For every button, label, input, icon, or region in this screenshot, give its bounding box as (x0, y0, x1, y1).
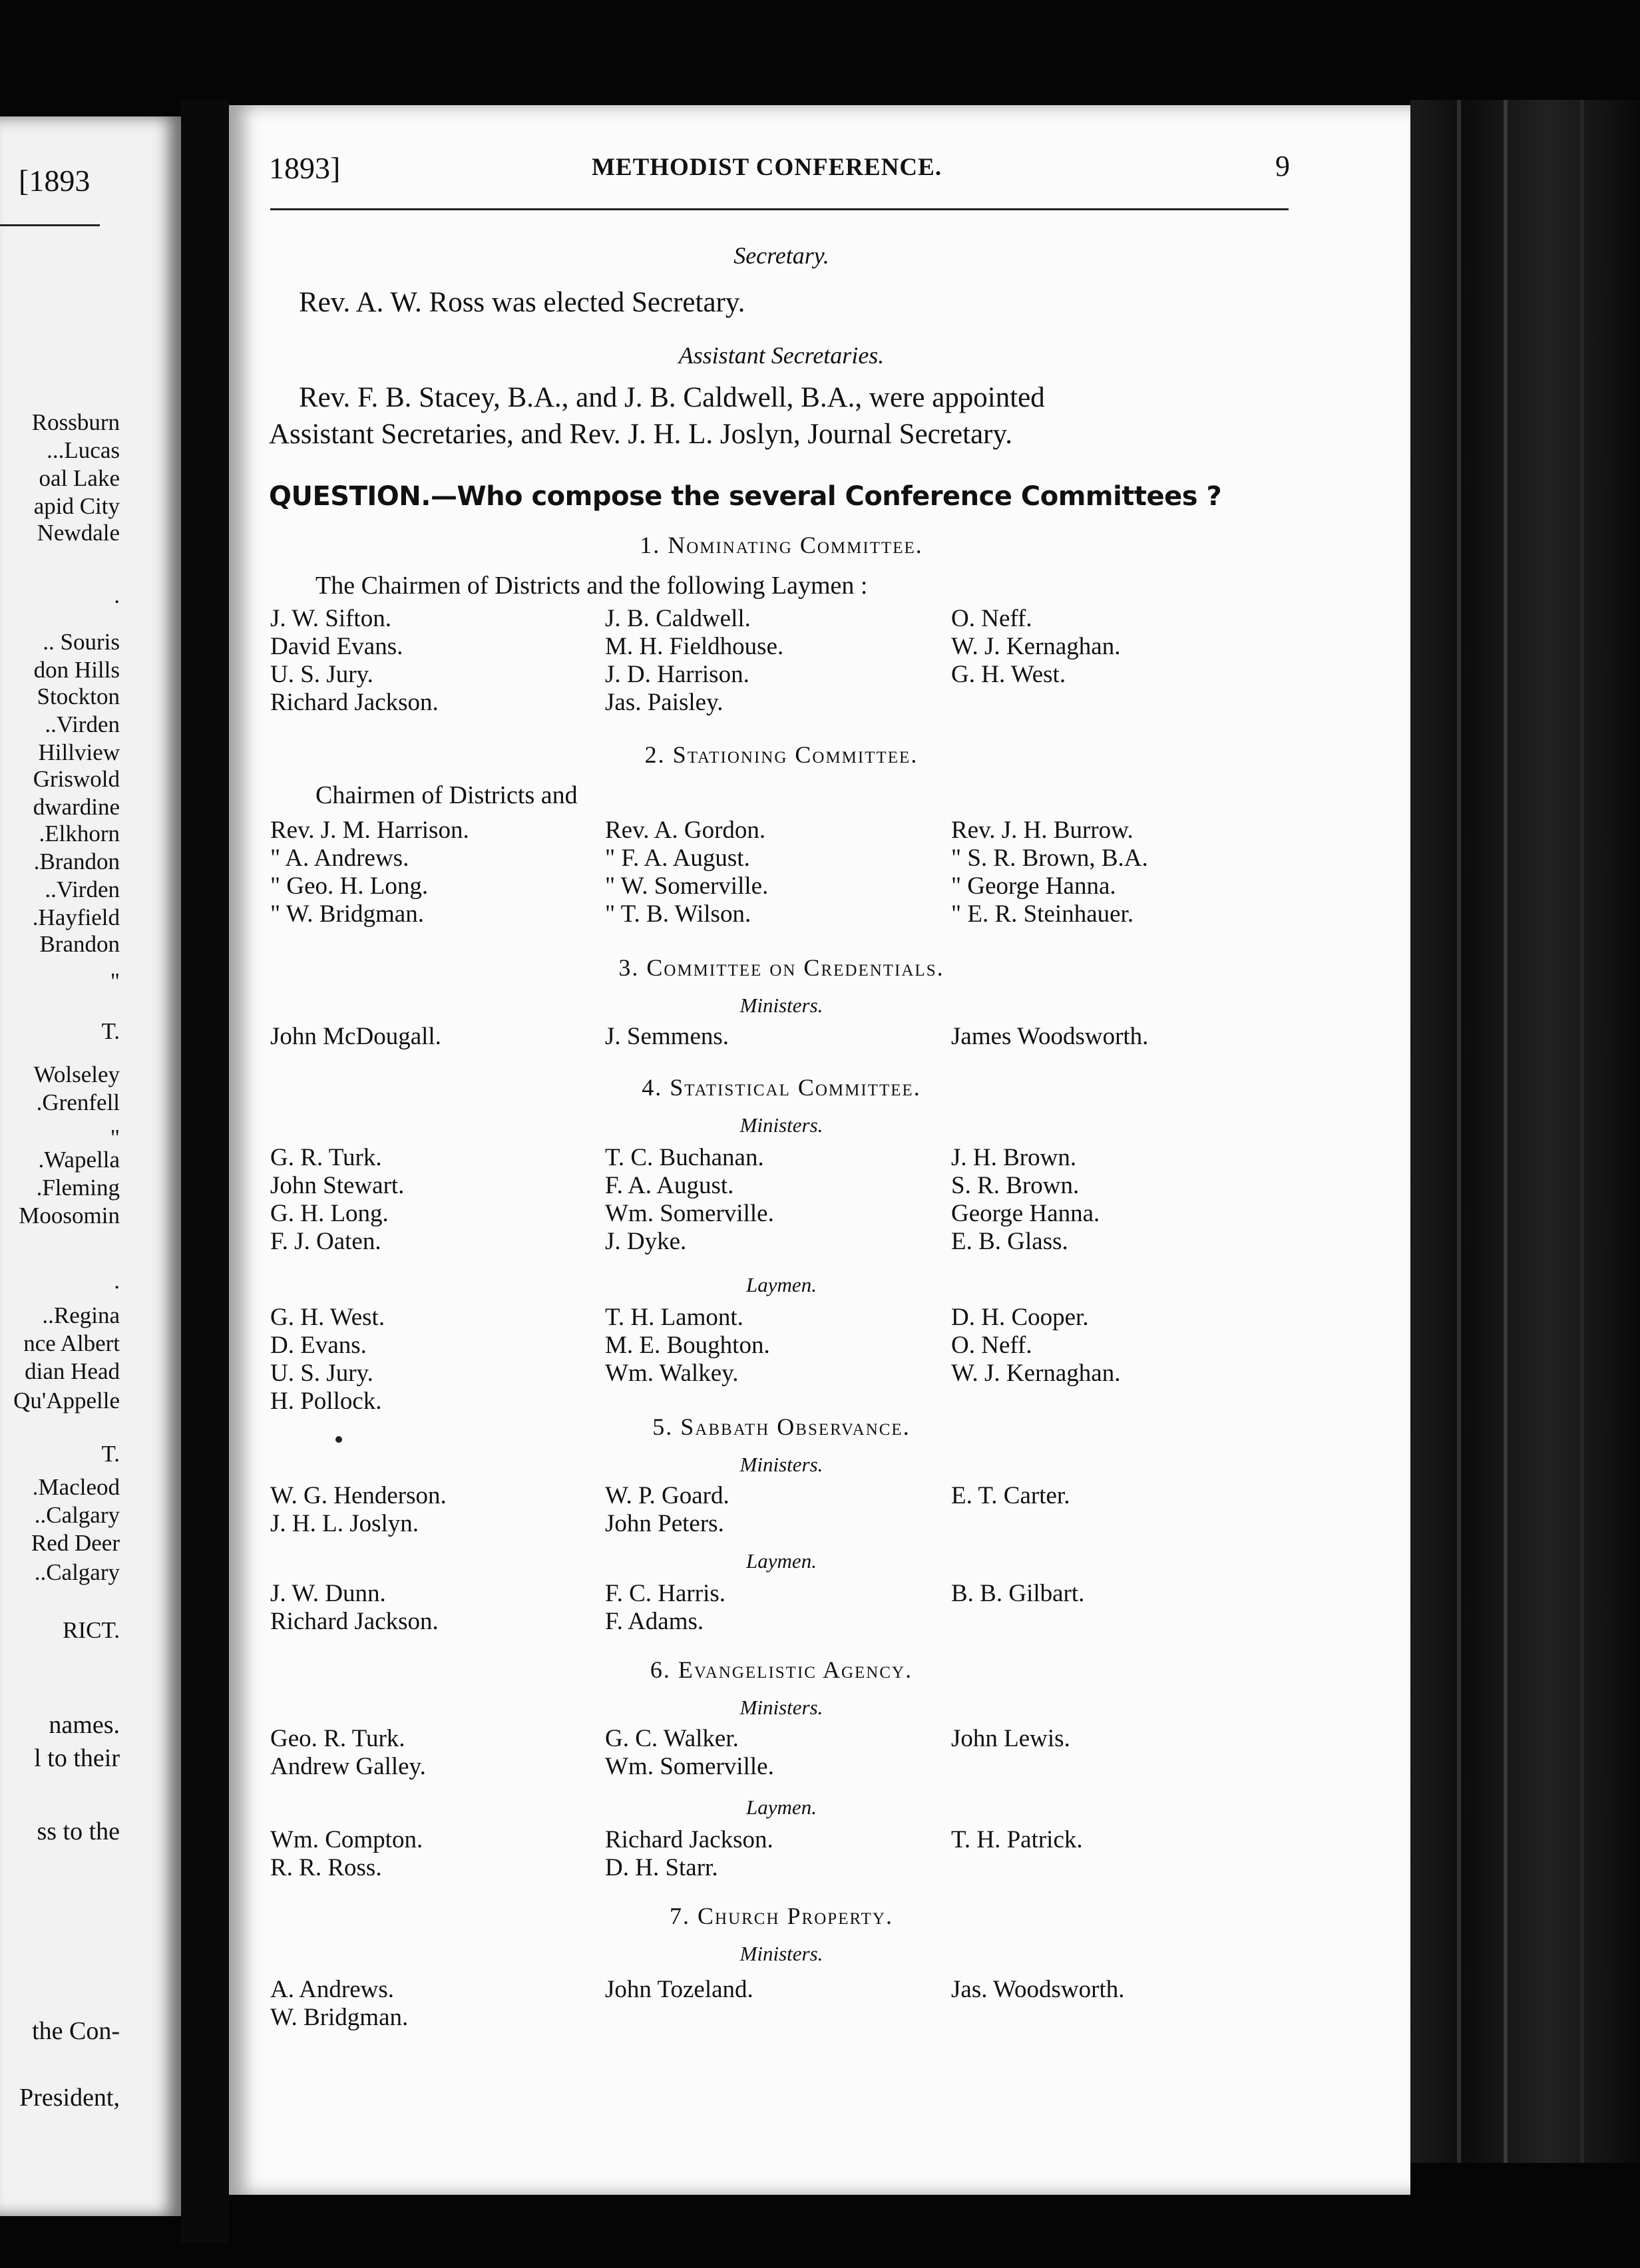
committee-member: Jas. Woodsworth. (951, 1976, 1125, 2003)
committee-member: Andrew Galley. (270, 1753, 426, 1780)
film-stripe (1580, 100, 1584, 2163)
committee-member: B. B. Gilbart. (951, 1580, 1085, 1607)
committee-member: W. G. Henderson. (270, 1482, 447, 1509)
committee-member: John Stewart. (270, 1172, 405, 1199)
committee-member: U. S. Jury. (270, 661, 373, 688)
committee-member: J. H. Brown. (951, 1144, 1077, 1171)
committee-member: U. S. Jury. (270, 1360, 373, 1387)
secretary-heading: Secretary. (733, 242, 829, 269)
previous-page-line: .. Souris (43, 629, 120, 655)
assistant-text-line2: Assistant Secretaries, and Rev. J. H. L. Joslyn, Journal Secretary. (269, 419, 1012, 450)
previous-page-line: don Hills (33, 657, 120, 683)
previous-page-line: " (110, 1125, 120, 1151)
ministers-label: Ministers. (739, 1942, 823, 1965)
running-header-year: 1893] (269, 151, 341, 185)
previous-page-line: Qu'Appelle (13, 1388, 120, 1414)
previous-page-line: Griswold (33, 766, 120, 792)
previous-page-header: [1893 (19, 164, 91, 198)
committee-member: Wm. Somerville. (605, 1753, 774, 1780)
page-number: 9 (1275, 150, 1290, 182)
previous-page-prose: names. (49, 1711, 120, 1739)
committee-member: James Woodsworth. (951, 1023, 1149, 1050)
committee-member: " E. R. Steinhauer. (951, 900, 1134, 928)
committee-member: G. H. West. (951, 661, 1066, 688)
committee-member: T. H. Patrick. (951, 1826, 1083, 1853)
section-title-church-property: 7. Church Property. (670, 1903, 893, 1929)
committee-member: J. B. Caldwell. (605, 605, 751, 632)
previous-page-line: .Brandon (33, 849, 120, 874)
committee-member: D. H. Cooper. (951, 1304, 1089, 1331)
committee-member: W. Bridgman. (270, 2004, 409, 2031)
committee-member: J. W. Dunn. (270, 1580, 386, 1607)
running-header-title: METHODIST CONFERENCE. (592, 154, 942, 181)
committee-member: John Tozeland. (605, 1976, 753, 2003)
previous-page-fragment (0, 116, 181, 2216)
committee-member: George Hanna. (951, 1200, 1100, 1227)
committee-member: W. J. Kernaghan. (951, 633, 1121, 660)
book-gutter (181, 100, 229, 2243)
previous-page-line: .Grenfell (36, 1089, 120, 1115)
previous-page-line: dian Head (25, 1358, 120, 1384)
document-page (229, 105, 1410, 2195)
committee-member: Wm. Somerville. (605, 1200, 774, 1227)
committee-member: Rev. J. H. Burrow. (951, 817, 1133, 844)
committee-member: F. C. Harris. (605, 1580, 726, 1607)
ministers-label: Ministers. (739, 1696, 823, 1719)
committee-member: S. R. Brown. (951, 1172, 1080, 1199)
previous-page-prose: l to their (34, 1744, 120, 1772)
committee-member: F. A. August. (605, 1172, 734, 1199)
previous-page-line: Newdale (37, 520, 120, 546)
previous-page-line: .Macleod (32, 1474, 120, 1500)
section-title-sabbath: 5. Sabbath Observance. (652, 1414, 911, 1440)
laymen-label: Laymen. (746, 1549, 817, 1573)
committee-member: " A. Andrews. (270, 845, 409, 872)
committee-member: E. B. Glass. (951, 1228, 1068, 1255)
ministers-label: Ministers. (739, 1453, 823, 1476)
committee-member: " T. B. Wilson. (605, 900, 751, 928)
committee-member: J. H. L. Joslyn. (270, 1510, 419, 1537)
previous-page-line: ..Virden (45, 876, 120, 902)
previous-page-rule (0, 224, 100, 226)
previous-page-line: Rossburn (31, 409, 120, 435)
nominating-intro: The Chairmen of Districts and the following Laymen : (315, 572, 868, 600)
committee-member: Jas. Paisley. (605, 689, 723, 716)
section-title-credentials: 3. Committee on Credentials. (618, 954, 944, 981)
previous-page-line: .Wapella (38, 1147, 120, 1173)
section-title-evangelistic: 6. Evangelistic Agency. (650, 1656, 913, 1683)
header-rule (270, 208, 1289, 210)
committee-member: W. J. Kernaghan. (951, 1360, 1121, 1387)
committee-member: Rev. J. M. Harrison. (270, 817, 469, 844)
committee-member: T. H. Lamont. (605, 1304, 743, 1331)
committee-member: R. R. Ross. (270, 1854, 382, 1881)
committee-member: John Lewis. (951, 1725, 1070, 1752)
previous-page-prose: President, (19, 2084, 120, 2112)
previous-page-line: Wolseley (33, 1061, 120, 1087)
previous-page-line: Moosomin (19, 1203, 120, 1228)
committee-member: Richard Jackson. (270, 1608, 439, 1635)
committee-member: E. T. Carter. (951, 1482, 1070, 1509)
committee-member: F. J. Oaten. (270, 1228, 381, 1255)
committee-member: O. Neff. (951, 1332, 1032, 1359)
previous-page-line: .Fleming (36, 1175, 120, 1201)
previous-page-line: Stockton (37, 683, 120, 709)
committee-member: T. C. Buchanan. (605, 1144, 764, 1171)
committee-member: G. H. Long. (270, 1200, 389, 1227)
film-stripe (1457, 100, 1461, 2163)
committee-member: G. H. West. (270, 1304, 385, 1331)
question-heading: QUESTION.—Who compose the several Conference Committees ? (269, 481, 1222, 512)
previous-page-line: . (114, 582, 120, 608)
committee-member: G. C. Walker. (605, 1725, 739, 1752)
committee-member: J. W. Sifton. (270, 605, 391, 632)
section-title-statistical: 4. Statistical Committee. (642, 1074, 921, 1101)
previous-page-prose: ss to the (37, 1817, 120, 1845)
committee-member: H. Pollock. (270, 1388, 382, 1415)
previous-page-line: ..Regina (42, 1302, 120, 1328)
previous-page-line: . (114, 1268, 120, 1294)
laymen-label: Laymen. (746, 1796, 817, 1819)
section-title-stationing: 2. Stationing Committee. (644, 741, 919, 768)
secretary-text: Rev. A. W. Ross was elected Secretary. (299, 287, 745, 318)
previous-page-line: oal Lake (39, 465, 120, 491)
previous-page-line: T. (101, 1018, 120, 1044)
committee-member: " Geo. H. Long. (270, 872, 429, 900)
committee-member: " S. R. Brown, B.A. (951, 845, 1148, 872)
previous-page-line: Hillview (38, 739, 120, 765)
committee-member: O. Neff. (951, 605, 1032, 632)
committee-member: W. P. Goard. (605, 1482, 729, 1509)
committee-member: Rev. A. Gordon. (605, 817, 766, 844)
committee-member: M. E. Boughton. (605, 1332, 770, 1359)
previous-page-line: Red Deer (31, 1530, 120, 1556)
committee-member: J. Dyke. (605, 1228, 687, 1255)
previous-page-line: .Elkhorn (39, 821, 120, 847)
stationing-intro: Chairmen of Districts and (315, 781, 578, 809)
previous-page-line: dwardine (33, 794, 120, 820)
previous-page-line: .Hayfield (32, 904, 120, 930)
ministers-label: Ministers. (739, 1113, 823, 1137)
previous-page-line: ..Calgary (34, 1559, 120, 1585)
ink-dot (335, 1436, 342, 1443)
previous-page-line: ...Lucas (47, 437, 120, 463)
committee-member: David Evans. (270, 633, 403, 660)
assistant-heading: Assistant Secretaries. (678, 342, 885, 369)
committee-member: A. Andrews. (270, 1976, 395, 2003)
committee-member: Wm. Walkey. (605, 1360, 739, 1387)
committee-member: M. H. Fieldhouse. (605, 633, 784, 660)
committee-member: D. H. Starr. (605, 1854, 718, 1881)
previous-page-line: ..Virden (45, 711, 120, 737)
previous-page-line: ..Calgary (34, 1502, 120, 1528)
committee-member: John McDougall. (270, 1023, 441, 1050)
previous-page-line: " (110, 968, 120, 994)
film-stripe (1504, 100, 1508, 2163)
committee-member: " W. Bridgman. (270, 900, 424, 928)
previous-page-line: apid City (33, 493, 120, 519)
film-margin (1410, 100, 1640, 2163)
ministers-label: Ministers. (739, 994, 823, 1017)
committee-member: " George Hanna. (951, 872, 1116, 900)
section-title-nominating: 1. Nominating Committee. (640, 532, 923, 558)
committee-member: G. R. Turk. (270, 1144, 382, 1171)
assistant-text-line1: Rev. F. B. Stacey, B.A., and J. B. Caldwell, B.A., were appointed (299, 382, 1045, 413)
previous-page-line: nce Albert (23, 1330, 120, 1356)
committee-member: D. Evans. (270, 1332, 367, 1359)
laymen-label: Laymen. (746, 1273, 817, 1296)
committee-member: Richard Jackson. (605, 1826, 773, 1853)
committee-member: Wm. Compton. (270, 1826, 423, 1853)
committee-member: Geo. R. Turk. (270, 1725, 405, 1752)
committee-member: J. D. Harrison. (605, 661, 749, 688)
previous-page-prose: the Con- (32, 2017, 120, 2045)
committee-member: John Peters. (605, 1510, 724, 1537)
committee-member: F. Adams. (605, 1608, 704, 1635)
committee-member: " F. A. August. (605, 845, 750, 872)
committee-member: Richard Jackson. (270, 689, 439, 716)
committee-member: " W. Somerville. (605, 872, 769, 900)
committee-member: J. Semmens. (605, 1023, 729, 1050)
previous-page-line: T. (101, 1441, 120, 1467)
previous-page-line: Brandon (39, 931, 120, 957)
previous-page-line: RICT. (63, 1617, 120, 1643)
